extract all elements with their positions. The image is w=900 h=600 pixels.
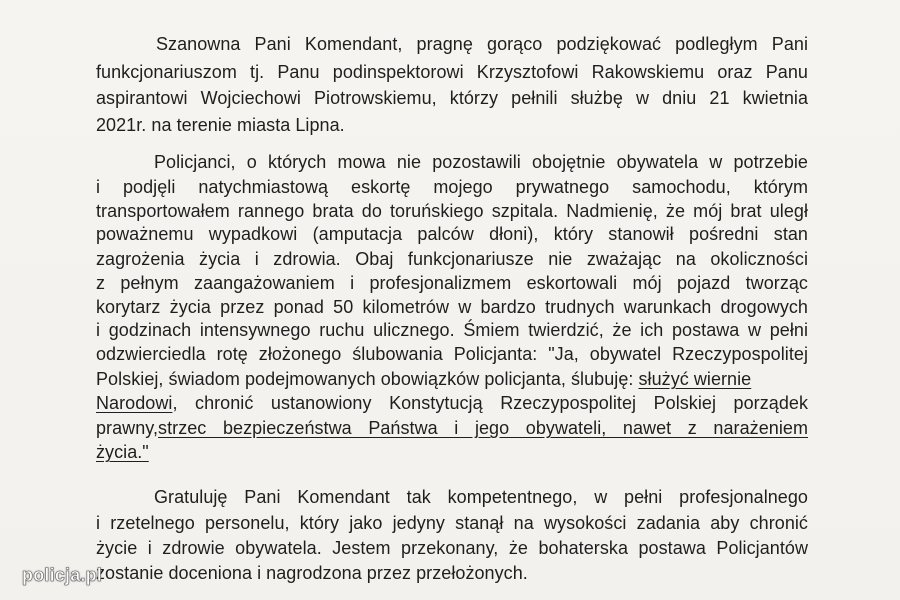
paragraph-2-line-3: transportowałem rannego brata do toruńskiego szpitala. Nadmienię, że mój brat uległ bbox=[96, 201, 808, 221]
paragraph-2-line-2: i podjęli natychmiastową eskortę mojego prywatnego samochodu, którym bbox=[96, 177, 808, 197]
oath-text-segment: Polskiej, świadom podejmowanych obowiązków policjanta, ślubuję: bbox=[96, 369, 639, 389]
paragraph-2-line-12 bbox=[96, 417, 808, 439]
oath-text-segment: prawny, bbox=[96, 418, 159, 438]
paragraph-2-line-10 bbox=[96, 368, 808, 390]
underlined-oath-phrase-2: Narodowi bbox=[96, 393, 173, 413]
paragraph-2-line-1: Policjanci, o których mowa nie pozostawili obojętnie obywatela w potrzebie bbox=[154, 152, 808, 172]
paragraph-2-line-13 bbox=[96, 441, 149, 463]
paragraph-3-line-3: życie i zdrowie obywatela. Jestem przekonany, że bohaterska postawa Policjantów bbox=[96, 538, 808, 558]
paragraph-2-line-4: poważnemu wypadkowi (amputacja palców dłoni), który stanowił pośredni stan bbox=[96, 224, 808, 244]
underlined-oath-phrase-1: służyć wiernie bbox=[638, 369, 752, 389]
paragraph-2-line-7: korytarz życia przez ponad 50 kilometrów w bardzo trudnych warunkach drogowych bbox=[96, 297, 808, 317]
paragraph-1-line-2: funkcjonariuszom tj. Panu podinspektorowi Krzysztofowi Rakowskiemu oraz Panu bbox=[96, 62, 808, 82]
paragraph-2-line-8: i godzinach intensywnego ruchu ulicznego. Śmiem twierdzić, że ich postawa w pełni bbox=[96, 320, 808, 340]
paragraph-2-line-11 bbox=[96, 392, 808, 414]
paragraph-1-line-1: Szanowna Pani Komendant, pragnę gorąco podziękować podległym Pani bbox=[156, 34, 808, 54]
underlined-oath-phrase-4: życia." bbox=[96, 442, 149, 462]
paragraph-2-line-9: odzwierciedla rotę złożonego ślubowania Policjanta: "Ja, obywatel Rzeczypospolitej bbox=[96, 344, 808, 364]
underlined-oath-phrase-3: strzec bezpieczeństwa Państwa i jego obywateli, nawet z narażeniem bbox=[158, 418, 808, 438]
letter-body bbox=[96, 0, 808, 600]
paragraph-2-line-5: zagrożenia życia i zdrowia. Obaj funkcjonariusze nie zważając na okoliczności bbox=[96, 249, 808, 269]
paragraph-3-line-4: zostanie doceniona i nagrodzona przez przełożonych. bbox=[96, 563, 528, 583]
paragraph-3-line-2: i rzetelnego personelu, który jako jedyny stanął na wysokości zadania aby chronić bbox=[96, 513, 808, 533]
policja-watermark: policja.pl bbox=[22, 565, 103, 585]
oath-text-segment: , chronić ustanowiony Konstytucją Rzeczypospolitej Polskiej porządek bbox=[172, 393, 808, 413]
paragraph-1-line-3: aspirantowi Wojciechowi Piotrowskiemu, którzy pełnili służbę w dniu 21 kwietnia bbox=[96, 88, 808, 108]
paragraph-3-line-1: Gratuluję Pani Komendant tak kompetentnego, w pełni profesjonalnego bbox=[154, 487, 808, 507]
paragraph-2-line-6: z pełnym zaangażowaniem i profesjonalizmem eskortowali mój pojazd tworząc bbox=[96, 273, 808, 293]
paragraph-1-line-4: 2021r. na terenie miasta Lipna. bbox=[96, 115, 345, 135]
